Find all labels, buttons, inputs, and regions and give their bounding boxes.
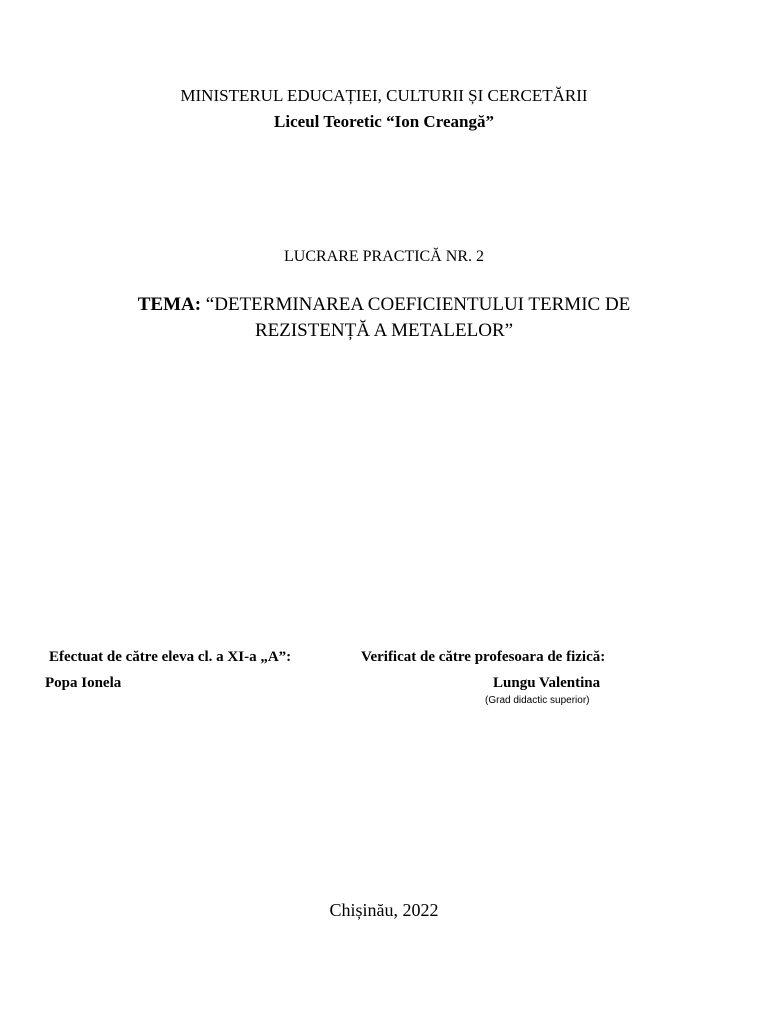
- student-label: Efectuat de către eleva cl. a XI-a „A”:: [49, 649, 292, 665]
- city-year: Chișinău, 2022: [329, 900, 439, 920]
- theme-label: TEMA:: [137, 294, 202, 315]
- teacher-grade: (Grad didactic superior): [485, 695, 590, 706]
- theme-text-1: “DETERMINAREA COEFICIENTULUI TERMIC DE: [201, 294, 631, 315]
- theme-line-1: [0, 295, 768, 314]
- ministry-heading: MINISTERUL EDUCAȚIEI, CULTURII ȘI CERCETĂRII: [180, 86, 588, 105]
- teacher-name: Lungu Valentina: [493, 675, 601, 691]
- practical-work-title: LUCRARE PRACTICĂ NR. 2: [283, 248, 485, 265]
- theme-line-2: REZISTENȚĂ A METALELOR”: [254, 320, 514, 341]
- school-name: Liceul Teoretic “Ion Creangă”: [274, 112, 494, 131]
- student-name: Popa Ionela: [45, 675, 122, 691]
- teacher-label: Verificat de către profesoara de fizică:: [361, 649, 606, 665]
